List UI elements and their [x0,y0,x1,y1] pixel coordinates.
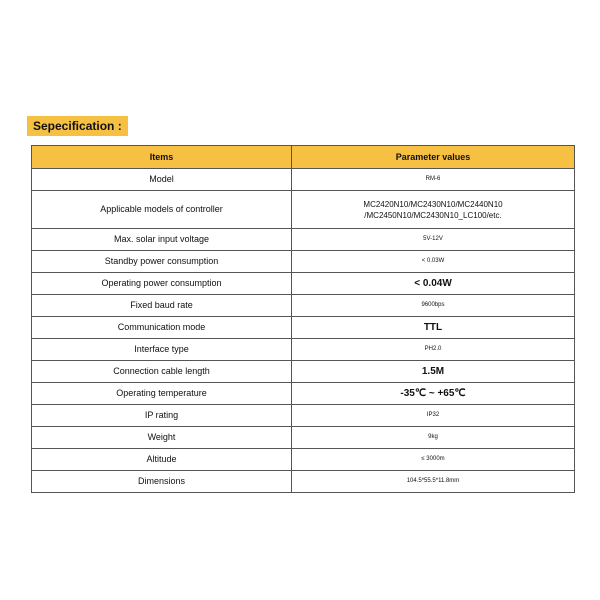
spec-item-value: < 0.04W [292,273,575,295]
table-row [32,405,575,427]
table-row [32,317,575,339]
spec-item-value: IP32 [292,405,575,427]
spec-item-label: Model [32,169,292,191]
spec-item-value: RM-6 [292,169,575,191]
table-row [32,251,575,273]
spec-item-value: 1.5M [292,361,575,383]
spec-item-label: Connection cable length [32,361,292,383]
spec-item-value: 9600bps [292,295,575,317]
spec-item-label: Interface type [32,339,292,361]
spec-item-value: ≤ 3000m [292,449,575,471]
table-row [32,427,575,449]
table-row [32,449,575,471]
table-row [32,169,575,191]
table-row [32,273,575,295]
spec-table-body [32,169,575,493]
spec-item-label: Communication mode [32,317,292,339]
table-header-row [32,146,575,169]
spec-table [31,145,575,493]
spec-item-value: TTL [292,317,575,339]
spec-item-label: Operating temperature [32,383,292,405]
spec-item-value: 9kg [292,427,575,449]
column-header-parameter-values: Parameter values [292,146,575,169]
table-row [32,339,575,361]
spec-item-value: 104.5*55.5*11.8mm [292,471,575,493]
spec-item-label: Fixed baud rate [32,295,292,317]
spec-item-label: Weight [32,427,292,449]
spec-item-value: 5V-12V [292,229,575,251]
column-header-items: Items [32,146,292,169]
spec-item-label: Altitude [32,449,292,471]
table-row [32,471,575,493]
table-row [32,361,575,383]
spec-item-value: -35℃ ~ +65℃ [292,383,575,405]
spec-item-label: Max. solar input voltage [32,229,292,251]
spec-item-label: IP rating [32,405,292,427]
table-row [32,229,575,251]
spec-item-value: < 0.03W [292,251,575,273]
spec-item-label: Applicable models of controller [32,191,292,229]
spec-item-label: Dimensions [32,471,292,493]
spec-item-label: Standby power consumption [32,251,292,273]
table-row [32,383,575,405]
table-row [32,191,575,229]
spec-item-value: PH2.0 [292,339,575,361]
spec-item-value: MC2420N10/MC2430N10/MC2440N10 /MC2450N10/MC2430N10_LC100/etc. [292,191,575,229]
table-row [32,295,575,317]
spec-item-label: Operating power consumption [32,273,292,295]
section-heading: Sepecification : [27,116,128,136]
